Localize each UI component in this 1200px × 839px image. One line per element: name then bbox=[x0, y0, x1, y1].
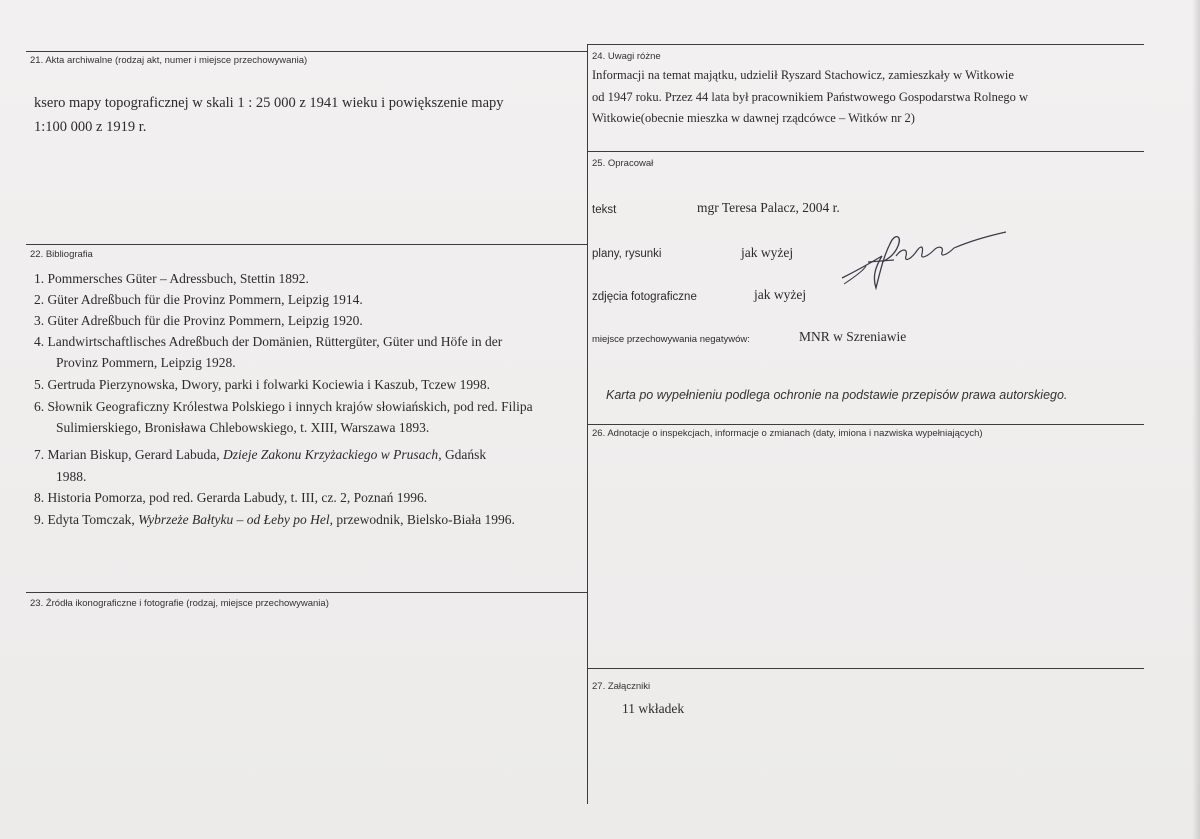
bibliography-item-7-pre: 7. Marian Biskup, Gerard Labuda, bbox=[34, 447, 223, 462]
bibliography-item-4: 4. Landwirtschaftlisches Adreßbuch der Domänien, Rüttergüter, Güter und Höfe in der bbox=[34, 334, 503, 349]
bibliography-item-8: 8. Historia Pomorza, pod red. Gerarda Labudy, t. III, cz. 2, Poznań 1996. bbox=[34, 490, 428, 505]
bibliography-item-9-pre: 9. Edyta Tomczak, bbox=[34, 512, 139, 527]
bibliography-item-9 bbox=[34, 512, 515, 528]
section-24-text-line1: Informacji na temat majątku, udzielił Ryszard Stachowicz, zamieszkały w Witkowie bbox=[592, 68, 1014, 82]
rule-22 bbox=[26, 244, 588, 245]
tekst-value: mgr Teresa Palacz, 2004 r. bbox=[697, 200, 840, 215]
handwritten-signature bbox=[838, 226, 1010, 296]
section-24-text-line2: od 1947 roku. Przez 44 lata był pracownikiem Państwowego Gospodarstwa Rolnego w bbox=[592, 90, 1029, 104]
plany-label: plany, rysunki bbox=[592, 248, 662, 260]
section-22-label: 22. Bibliografia bbox=[30, 249, 93, 260]
bibliography-item-3: 3. Güter Adreßbuch für die Provinz Pommern, Leipzig 1920. bbox=[34, 313, 363, 328]
bibliography-item-5: 5. Gertruda Pierzynowska, Dwory, parki i folwarki Kociewia i Kaszub, Tczew 1998. bbox=[34, 377, 491, 392]
zdjecia-label: zdjęcia fotograficzne bbox=[592, 291, 697, 303]
tekst-label: tekst bbox=[592, 204, 617, 216]
rule-23 bbox=[26, 592, 588, 593]
section-24-label: 24. Uwagi różne bbox=[592, 51, 661, 62]
plany-value: jak wyżej bbox=[741, 245, 794, 260]
bibliography-item-1: 1. Pommersches Güter – Adressbuch, Stettin 1892. bbox=[34, 271, 309, 286]
zdjecia-value: jak wyżej bbox=[754, 287, 807, 302]
page-edge-shadow bbox=[1192, 0, 1200, 839]
section-23-label: 23. Źródła ikonograficzne i fotografie (rodzaj, miejsce przechowywania) bbox=[30, 598, 329, 609]
section-27-value: 11 wkładek bbox=[622, 701, 685, 716]
section-21-text-line2: 1:100 000 z 1919 r. bbox=[34, 119, 147, 135]
negatywy-label: miejsce przechowywania negatywów: bbox=[592, 334, 750, 345]
section-26-label: 26. Adnotacje o inspekcjach, informacje o zmianach (daty, imiona i nazwiska wypełniających) bbox=[592, 428, 983, 439]
bibliography-item-7-cont: 1988. bbox=[56, 469, 87, 484]
top-rule-left bbox=[26, 51, 588, 52]
section-21-text-line1: ksero mapy topograficznej w skali 1 : 25 000 z 1941 wieku i powiększenie mapy bbox=[34, 95, 504, 111]
rule-26 bbox=[588, 424, 1144, 425]
negatywy-value: MNR w Szreniawie bbox=[799, 329, 907, 344]
section-21-label: 21. Akta archiwalne (rodzaj akt, numer i miejsce przechowywania) bbox=[30, 55, 308, 66]
section-24-text-line3: Witkowie(obecnie mieszka w dawnej rządcówce – Witków nr 2) bbox=[592, 111, 915, 125]
bibliography-item-6: 6. Słownik Geograficzny Królestwa Polskiego i innych krajów słowiańskich, pod red. Filipa bbox=[34, 399, 533, 414]
rule-27 bbox=[588, 668, 1144, 669]
bibliography-item-7-title: Dzieje Zakonu Krzyżackiego w Prusach bbox=[222, 447, 439, 462]
bibliography-item-4-cont: Provinz Pommern, Leipzig 1928. bbox=[56, 355, 236, 370]
bibliography-item-2: 2. Güter Adreßbuch für die Provinz Pommern, Leipzig 1914. bbox=[34, 292, 363, 307]
rule-25 bbox=[588, 151, 1144, 152]
bibliography-item-9-title: Wybrzeże Bałtyku – od Łeby po Hel bbox=[138, 512, 330, 527]
bibliography-item-7 bbox=[34, 447, 486, 463]
bibliography-item-7-post: , Gdańsk bbox=[438, 447, 487, 462]
bibliography-item-6-cont: Sulimierskiego, Bronisława Chlebowskiego, t. XIII, Warszawa 1893. bbox=[56, 420, 430, 435]
copyright-notice: Karta po wypełnieniu podlega ochronie na podstawie przepisów prawa autorskiego. bbox=[606, 388, 1068, 402]
section-27-label: 27. Załączniki bbox=[592, 681, 651, 692]
bibliography-item-9-post: , przewodnik, Bielsko-Biała 1996. bbox=[329, 512, 515, 527]
top-rule-right bbox=[588, 44, 1144, 45]
section-25-label: 25. Opracował bbox=[592, 158, 654, 169]
